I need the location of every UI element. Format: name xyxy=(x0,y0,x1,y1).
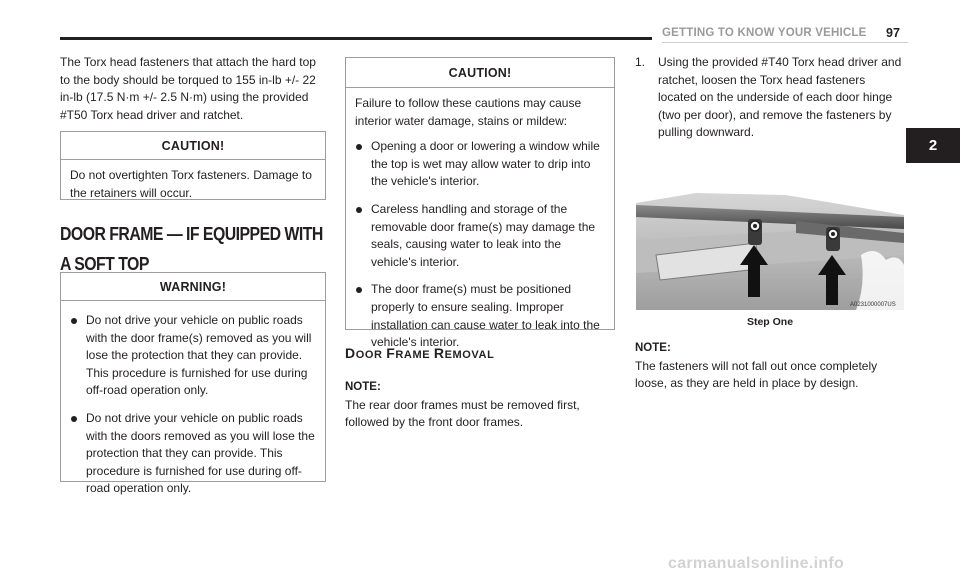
caution-item xyxy=(355,138,606,191)
caution-box-title: CAUTION! xyxy=(61,132,325,160)
section-heading: DOOR FRAME — IF EQUIPPED WITH A SOFT TOP xyxy=(60,224,323,274)
chapter-number: 2 xyxy=(928,137,938,154)
caution-box-text: Do not overtighten Torx fasteners. Damage to the retainers will occur. xyxy=(70,168,312,200)
header-rule-bar xyxy=(60,37,652,40)
note-text: The fasteners will not fall out once completely loose, as they are held in place by design. xyxy=(635,358,878,391)
chapter-tab xyxy=(906,128,960,163)
warning-item-text: Do not drive your vehicle on public roads with the door frame(s) removed as you will lose the protection that they can provide. This procedure is furnished for use during off-road operation only. xyxy=(86,313,312,398)
caution-intro-text: Failure to follow these cautions may cause interior water damage, stains or mildew: xyxy=(355,96,582,128)
caution-box-fasteners xyxy=(60,131,326,200)
caution-item xyxy=(355,281,606,351)
page-number: 97 xyxy=(886,26,900,40)
note-fasteners xyxy=(635,340,907,393)
running-header-title: GETTING TO KNOW YOUR VEHICLE xyxy=(662,27,867,39)
hinge-left xyxy=(748,219,762,245)
heading-initial: D xyxy=(345,345,356,361)
step-one-illustration xyxy=(636,185,904,310)
door-hinge-illustration xyxy=(636,185,904,310)
caution-box-title: CAUTION! xyxy=(346,58,614,88)
caution-item-text: Careless handling and storage of the removable door frame(s) may damage the seals, causing water to leak into the vehicle's interior. xyxy=(371,201,596,269)
caution-item-text: The door frame(s) must be positioned properly to ensure sealing. Improper installation can cause water to leak into the vehicle's interior. xyxy=(371,282,600,350)
subsection-heading xyxy=(345,345,494,361)
header-underline xyxy=(662,42,908,43)
intro-paragraph: The Torx head fasteners that attach the hard top to the body should be torqued to 155 in-lb +/- 22 in-lb (17.5 N·m +/- 2.5 N·m) using the provided #T50 Torx head driver and ratchet. xyxy=(60,55,316,122)
bullet-icon xyxy=(71,318,77,324)
warning-item-text: Do not drive your vehicle on public roads with the doors removed as you will lose the protection that they can provide. This procedure is furnished for use during off-road operation only. xyxy=(86,410,315,496)
heading-initial: F xyxy=(386,345,396,361)
step-text: Using the provided #T40 Torx head driver and ratchet, loosen the Torx head fasteners located on the underside of each door hinge (two per door), and remove the fasteners by pulling downward. xyxy=(658,55,902,140)
warning-item xyxy=(70,312,317,400)
caution-item-text: Opening a door or lowering a window while the top is wet may allow water to drip into the vehicle's interior. xyxy=(371,139,600,189)
step-list xyxy=(635,54,905,142)
warning-box-body xyxy=(61,301,325,504)
step-number: 1. xyxy=(635,55,646,69)
caution-item xyxy=(355,201,606,271)
note-label: NOTE: xyxy=(635,342,671,354)
watermark: carmanualsonline.info xyxy=(668,555,845,572)
heading-smallcaps: RAME xyxy=(395,349,434,361)
warning-item xyxy=(70,410,317,498)
bullet-icon xyxy=(71,416,77,422)
heading-smallcaps: OOR xyxy=(355,349,387,361)
caution-box-body xyxy=(346,88,614,358)
bullet-icon xyxy=(356,287,362,293)
hinge-right xyxy=(826,227,840,251)
heading-smallcaps: EMOVAL xyxy=(444,349,495,361)
step-item xyxy=(635,54,905,142)
figure-code: A0231000007US xyxy=(850,302,896,308)
warning-box-title: WARNING! xyxy=(61,273,325,301)
note-rear-doors xyxy=(345,379,615,432)
heading-initial: R xyxy=(433,345,445,361)
note-text: The rear door frames must be removed first, followed by the front door frames. xyxy=(345,397,580,430)
caution-box-water xyxy=(345,57,615,350)
note-label: NOTE: xyxy=(345,381,381,393)
bullet-icon xyxy=(356,144,362,150)
figure-caption: Step One xyxy=(746,316,794,328)
bullet-icon xyxy=(356,207,362,213)
warning-box xyxy=(60,272,326,496)
